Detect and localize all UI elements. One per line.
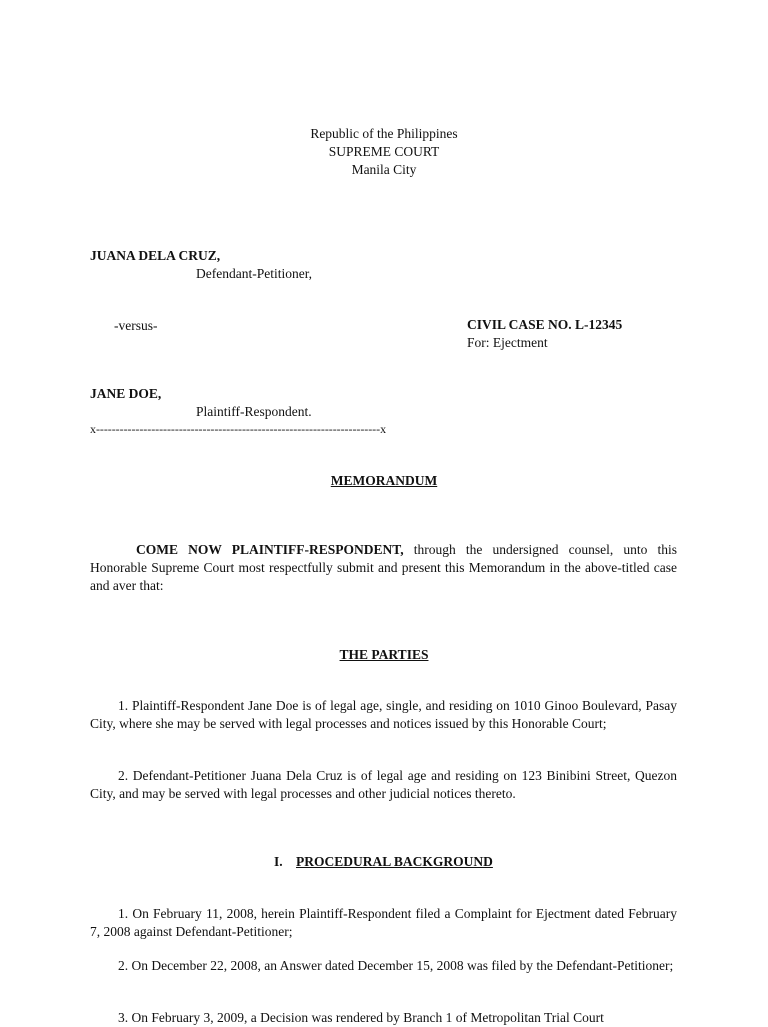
header-republic: Republic of the Philippines <box>310 126 458 141</box>
respondent-role: Plaintiff-Respondent. <box>196 404 312 419</box>
intro-lead: COME NOW PLAINTIFF-RESPONDENT, <box>136 542 404 557</box>
header-city: Manila City <box>351 162 417 177</box>
background-item-2: 2. On December 22, 2008, an Answer dated December 15, 2008 was filed by the Defendant-Petitioner; <box>118 958 674 973</box>
background-item-3: 3. On February 3, 2009, a Decision was rendered by Branch 1 of Metropolitan Trial Court <box>118 1010 604 1025</box>
parties-heading: THE PARTIES <box>339 647 429 662</box>
header-court: SUPREME COURT <box>328 144 440 159</box>
case-nature: For: Ejectment <box>467 335 548 350</box>
background-heading: PROCEDURAL BACKGROUND <box>296 854 493 869</box>
case-number: CIVIL CASE NO. L-12345 <box>467 317 623 332</box>
caption-separator: x------------------------------------------------------------------------x <box>90 422 387 436</box>
parties-item-1: 1. Plaintiff-Respondent Jane Doe is of legal age, single, and residing on 1010 Ginoo Boulevard, Pasay City, where she may be served with legal processes and notices issued by this Honorable Court; <box>90 698 677 731</box>
intro-text: through the undersigned counsel, unto this Honorable Supreme Court most respectfully submit and present this Memorandum in the above-titled case and aver that: <box>90 542 678 593</box>
versus-label: -versus- <box>114 318 158 333</box>
section-number: I. <box>274 854 283 869</box>
petitioner-role: Defendant-Petitioner, <box>196 266 313 281</box>
respondent-name: JANE DOE, <box>90 386 162 401</box>
petitioner-name: JUANA DELA CRUZ, <box>90 248 221 263</box>
parties-item-2: 2. Defendant-Petitioner Juana Dela Cruz is of legal age and residing on 123 Binibini Street, Quezon City, and may be served with legal processes and other judicial notices thereto. <box>90 768 677 801</box>
background-item-1: 1. On February 11, 2008, herein Plaintiff-Respondent filed a Complaint for Ejectment dated February 7, 2008 against Defendant-Petitioner; <box>90 906 677 939</box>
document-title: MEMORANDUM <box>330 473 438 488</box>
intro-paragraph <box>90 541 677 595</box>
